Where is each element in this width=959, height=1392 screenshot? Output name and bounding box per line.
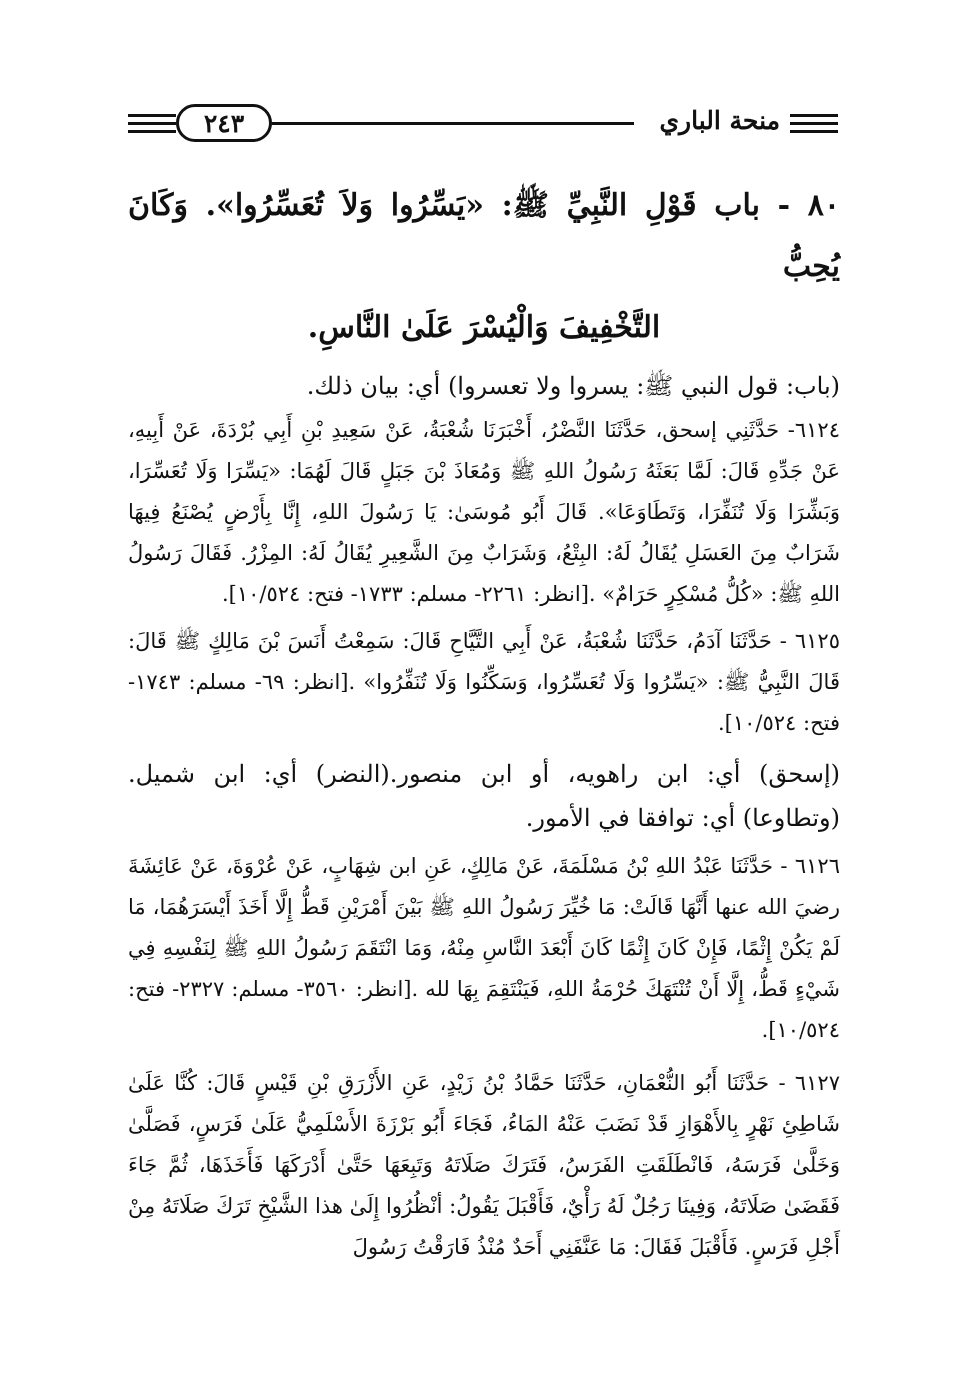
page-body: [128, 175, 840, 1268]
hadith-6124: ٦١٢٤- حَدَّثَنِي إسحق، حَدَّثَنَا النَّضْرُ، أَخْبَرَنَا شُعْبَةُ، عَنْ سَعِيدِ بْنِ أَبِي بُرْدَةَ، عَنْ أَبِيهِ، عَنْ جَدِّهِ قَالَ: لَمَّا بَعَثَهُ رَسُولُ اللهِ ﷺ وَمُعَاذَ بْنَ جَبَلٍ قَالَ لَهُمَا: «يَسِّرَا وَلَا تُعَسِّرَا، وَبَشِّرَا وَلَا تُنَفِّرَا، وَتَطَاوَعَا». قَالَ أَبُو مُوسَىٰ: يَا رَسُولَ اللهِ، إِنَّا بِأَرْضٍ يُصْنَعُ فِيهَا شَرَابٌ مِنَ العَسَلِ يُقَالُ لَهُ: البِتْعُ، وَشَرَابٌ مِنَ الشَّعِيرِ يُقَالُ لَهُ: المِزْرُ. فَقَالَ رَسُولُ اللهِ ﷺ: «كُلُّ مُسْكِرٍ حَرَامٌ» .[انظر: ٢٢٦١- مسلم: ١٧٣٣- فتح: ١٠/٥٢٤].: [128, 418, 840, 606]
book-title: منحة الباري: [659, 106, 780, 135]
chapter-heading: [128, 175, 840, 358]
header-rule-right-top: [790, 114, 838, 117]
chapter-heading-line-2: التَّخْفِيفَ وَالْيُسْرَ عَلَىٰ النَّاسِ.: [307, 310, 661, 345]
page-number: ٢٤٣: [176, 104, 272, 142]
hadith-6127: ٦١٢٧ - حَدَّثَنَا أَبُو النُّعْمَانِ، حَدَّثَنَا حَمَّادُ بْنُ زَيْدٍ، عَنِ الأَزْرَقِ بْنِ قَيْسٍ قَالَ: كُنَّا عَلَىٰ شَاطِئِ نَهْرٍ بِالأَهْوَازِ قَدْ نَضَبَ عَنْهُ المَاءُ، فَجَاءَ أَبُو بَرْزَةَ الأَسْلَمِيُّ عَلَىٰ فَرَسٍ، فَصَلَّىٰ وَخَلَّىٰ فَرَسَهُ، فَانْطَلَقَتِ الفَرَسُ، فَتَرَكَ صَلَاتَهُ وَتَبِعَهَا حَتَّىٰ أَدْرَكَهَا فَأَخَذَهَا، ثُمَّ جَاءَ فَقَضَىٰ صَلَاتَهُ، وَفِينَا رَجُلٌ لَهُ رَأْيٌ، فَأَقْبَلَ يَقُولُ: أنْظُرُوا إِلَىٰ هذا الشَّيْخِ تَرَكَ صَلَاتَهُ مِنْ أَجْلِ فَرَسٍ. فَأَقْبَلَ فَقَالَ: مَا عَنَّفَنِي أَحَدٌ مُنْذُ فَارَقْتُ رَسُولَ: [127, 1071, 840, 1259]
header-rule-left-top: [128, 114, 176, 117]
chapter-heading-line-1: ٨٠ - باب قَوْلِ النَّبِيِّ ﷺ: «يَسِّرُوا وَلاَ تُعَسِّرُوا». وَكَانَ يُحِبُّ: [128, 188, 840, 284]
header-rule-right-bottom: [790, 130, 838, 133]
header-rule-center: [272, 122, 634, 125]
hadith-6125: ٦١٢٥ - حَدَّثَنَا آدَمُ، حَدَّثَنَا شُعْبَةُ، عَنْ أَبِي التَّيَّاحِ قَالَ: سَمِعْتُ أَنَسَ بْنَ مَالِكٍ ﷺ قَالَ: قَالَ النَّبِيُّ ﷺ: «يَسِّرُوا وَلَا تُعَسِّرُوا، وَسَكِّنُوا وَلَا تُنَفِّرُوا» .[انظر: ٦٩- مسلم: ١٧٤٣- فتح: ١٠/٥٢٤].: [128, 629, 840, 735]
commentary-paragraph-2: (إسحق) أي: ابن راهويه، أو ابن منصور.(النضر) أي: ابن شميل. (وتطاوعا) أي: توافقا في الأمور.: [128, 760, 840, 832]
header-rule-left-bottom: [128, 130, 176, 133]
header-rule-left-middle: [128, 122, 176, 125]
header-rule-right-middle: [790, 122, 838, 125]
commentary-paragraph-1: (باب: قول النبي ﷺ: يسروا ولا تعسروا) أي: بيان ذلك.: [306, 372, 840, 400]
page-header: [128, 100, 838, 148]
hadith-6126: ٦١٢٦ - حَدَّثَنَا عَبْدُ اللهِ بْنُ مَسْلَمَةَ، عَنْ مَالِكٍ، عَنِ ابن شِهَابٍ، عَنْ عُرْوَةَ، عَنْ عَائِشَةَ رضيَ الله عنها أَنَّهَا قَالَتْ: مَا خُيِّرَ رَسُولُ اللهِ ﷺ بَيْنَ أَمْرَيْنِ قَطُّ إِلَّا أَخَذَ أَيْسَرَهُمَا، مَا لَمْ يَكُنْ إِثْمًا، فَإِنْ كَانَ إِثْمًا كَانَ أَبْعَدَ النَّاسِ مِنْهُ، وَمَا انْتَقَمَ رَسُولُ اللهِ ﷺ لِنَفْسِهِ فِي شَيْءٍ قَطُّ، إِلَّا أَنْ تُنْتَهَكَ حُرْمَةُ اللهِ، فَيَنْتَقِمَ بِهَا لله .[انظر: ٣٥٦٠- مسلم: ٢٣٢٧- فتح: ١٠/٥٢٤].: [128, 854, 840, 1042]
